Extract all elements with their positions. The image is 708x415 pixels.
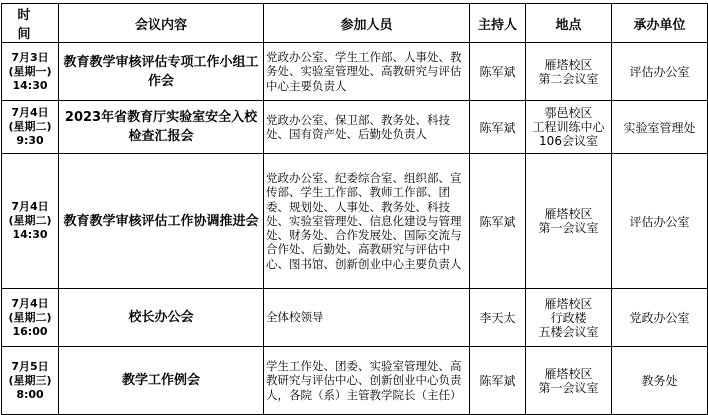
meeting-content: 教育教学审核评估工作协调推进会	[59, 154, 264, 289]
header-row	[2, 4, 708, 43]
meeting-clock: 14:30	[12, 78, 48, 92]
meeting-content: 2023年省教育厅实验室安全入校检查汇报会	[59, 101, 264, 154]
meeting-organizer: 教务处	[612, 347, 708, 415]
meeting-location	[526, 347, 612, 415]
meeting-date: 7月4日	[11, 200, 49, 213]
location-line: 106会议室	[539, 134, 598, 148]
meeting-clock: 9:30	[16, 134, 44, 147]
header-content: 会议内容	[59, 4, 264, 43]
meeting-clock: 16:00	[12, 324, 48, 338]
header-organizer: 承办单位	[612, 4, 708, 43]
table-row	[2, 154, 708, 289]
meeting-weekday: (星期二)	[8, 120, 52, 133]
time-cell	[2, 101, 59, 154]
time-cell	[2, 43, 59, 101]
meeting-organizer: 实验室管理处	[612, 101, 708, 154]
meeting-weekday: (星期二)	[8, 214, 52, 227]
meeting-location	[526, 154, 612, 289]
meeting-weekday: (星期三)	[8, 373, 52, 387]
meeting-participants: 党政办公室、纪委综合室、组织部、宣传部、学生工作部、教师工作部、团委、规划处、人事处、教务处、科技处、实验室管理处、信息化建设与管理处、财务处、合作发展处、国际交流与合作处、后勤处、高教研究与评估中心、图书馆、创新创业中心主要负责人	[264, 154, 470, 289]
location-line: 雁塔校区	[544, 366, 593, 381]
meeting-clock: 8:00	[16, 387, 44, 401]
time-cell	[2, 347, 59, 415]
meeting-location	[526, 289, 612, 347]
meeting-participants: 全体校领导	[264, 289, 470, 347]
table-row	[2, 347, 708, 415]
header-participants: 参加人员	[264, 4, 470, 43]
table-row	[2, 101, 708, 154]
location-line: 行政楼	[550, 310, 587, 325]
table-row	[2, 43, 708, 101]
meeting-date: 7月4日	[11, 106, 49, 119]
location-line: 第一会议室	[538, 221, 599, 235]
meeting-date: 7月3日	[11, 50, 49, 64]
location-line: 第二会议室	[538, 71, 599, 86]
location-line: 工程训练中心	[532, 120, 605, 134]
meeting-location	[526, 43, 612, 101]
header-host: 主持人	[470, 4, 526, 43]
meeting-schedule-table	[1, 3, 708, 415]
time-cell	[2, 289, 59, 347]
meeting-content: 教育教学审核评估专项工作小组工作会	[59, 43, 264, 101]
time-cell	[2, 154, 59, 289]
meeting-participants: 党政办公室、保卫部、教务处、科技处、国有资产处、后勤处负责人	[264, 101, 470, 154]
table-row	[2, 289, 708, 347]
meeting-organizer: 评估办公室	[612, 154, 708, 289]
meeting-content: 校长办公会	[59, 289, 264, 347]
location-line: 雁塔校区	[544, 296, 593, 311]
meeting-content: 教学工作例会	[59, 347, 264, 415]
meeting-host: 陈军斌	[470, 43, 526, 101]
meeting-organizer: 评估办公室	[612, 43, 708, 101]
meeting-clock: 14:30	[12, 228, 48, 241]
meeting-date: 7月5日	[11, 359, 49, 373]
meeting-host: 陈军斌	[470, 101, 526, 154]
meeting-weekday: (星期二)	[8, 310, 52, 324]
meeting-host: 李天太	[470, 289, 526, 347]
meeting-participants: 学生工作处、团委、实验室管理处、高教研究与评估中心、创新创业中心负责人，各院（系）主管教学院长（主任）	[264, 347, 470, 415]
location-line: 雁塔校区	[544, 57, 593, 72]
meeting-host: 陈军斌	[470, 347, 526, 415]
meeting-date: 7月4日	[11, 296, 49, 310]
meeting-organizer: 党政办公室	[612, 289, 708, 347]
meeting-weekday: (星期一)	[8, 64, 52, 78]
header-location: 地点	[526, 4, 612, 43]
location-line: 五楼会议室	[538, 324, 599, 339]
header-time: 时 间	[2, 4, 59, 43]
meeting-participants: 党政办公室、学生工作部、人事处、教务处、实验室管理处、高教研究与评估中心主要负责人	[264, 43, 470, 101]
meeting-location	[526, 101, 612, 154]
location-line: 鄠邑校区	[544, 106, 593, 120]
meeting-host: 陈军斌	[470, 154, 526, 289]
location-line: 第一会议室	[538, 380, 599, 395]
location-line: 雁塔校区	[544, 207, 593, 221]
